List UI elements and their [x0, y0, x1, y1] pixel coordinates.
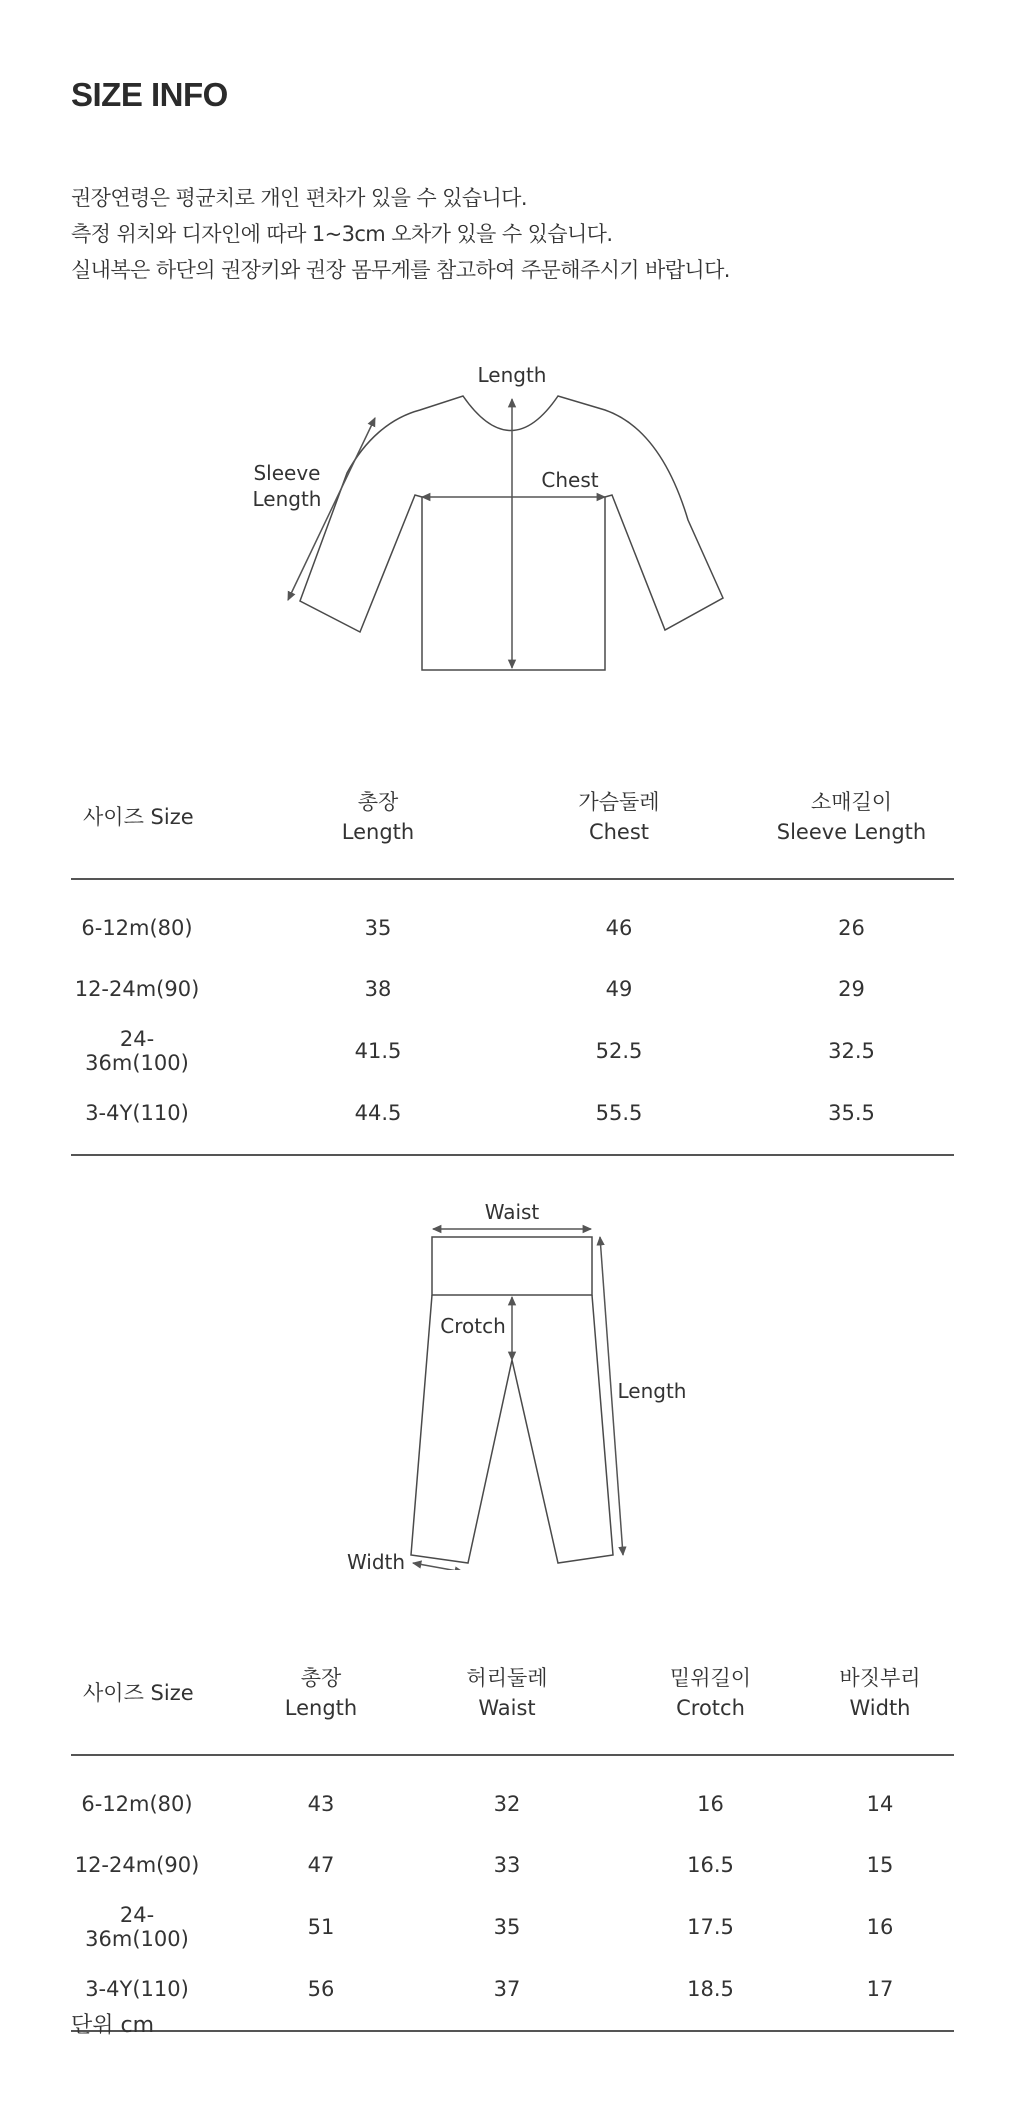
top-size-table: [71, 756, 954, 1156]
column-header: 가슴둘레 Chest: [578, 790, 660, 844]
note-line: 측정 위치와 디자인에 따라 1~3cm 오차가 있을 수 있습니다.: [71, 222, 613, 246]
note-line: 권장연령은 평균치로 개인 편차가 있을 수 있습니다.: [71, 186, 527, 210]
value-cell: 37: [493, 1977, 521, 2001]
notes: [71, 180, 730, 288]
page-title: SIZE INFO: [71, 76, 228, 113]
crotch-label: Crotch: [440, 1314, 506, 1338]
value-cell: 56: [307, 1977, 335, 2001]
table-header-row: [71, 1632, 954, 1755]
value-cell: 16.5: [687, 1853, 734, 1877]
sleeve-label-line1: Sleeve: [253, 461, 321, 485]
table-row: [71, 1958, 954, 2031]
pants-diagram: [0, 1190, 1024, 1570]
note-line: 실내복은 하단의 권장키와 권장 몸무게를 참고하여 주문해주시기 바랍니다.: [71, 258, 730, 282]
value-cell: 38: [364, 977, 392, 1001]
value-cell: 49: [605, 977, 633, 1001]
size-header: 사이즈 Size: [83, 1681, 194, 1705]
size-cell: 24-36m(100): [85, 1027, 189, 1075]
size-cell: 3-4Y(110): [85, 1101, 189, 1125]
value-cell: 18.5: [687, 1977, 734, 2001]
width-label: Width: [346, 1550, 406, 1570]
value-cell: 55.5: [595, 1101, 643, 1125]
table-row: [71, 1755, 954, 1834]
value-cell: 35.5: [828, 1101, 875, 1125]
size-cell: 6-12m(80): [81, 1792, 193, 1816]
size-cell: 3-4Y(110): [85, 1977, 189, 2001]
value-cell: 16: [866, 1915, 894, 1939]
column-header: 소매길이 Sleeve Length: [776, 790, 927, 844]
value-cell: 35: [493, 1915, 521, 1939]
size-cell: 24-36m(100): [85, 1903, 189, 1951]
length-label: Length: [477, 363, 547, 387]
size-cell: 12-24m(90): [74, 1853, 200, 1877]
table-row: [71, 1082, 954, 1155]
value-cell: 46: [605, 916, 633, 940]
value-cell: 14: [866, 1792, 894, 1816]
unit-label: 단위 cm: [71, 2013, 155, 2038]
value-cell: 44.5: [354, 1101, 402, 1125]
value-cell: 32.5: [828, 1039, 875, 1063]
value-cell: 41.5: [354, 1039, 402, 1063]
value-cell: 17: [866, 1977, 894, 2001]
column-header: 바짓부리 Width: [839, 1666, 921, 1720]
table-row: [71, 958, 954, 1020]
top-measure-lines: [288, 399, 605, 668]
table-row: [71, 879, 954, 958]
value-cell: 52.5: [595, 1039, 643, 1063]
value-cell: 33: [493, 1853, 521, 1877]
value-cell: 32: [493, 1792, 521, 1816]
value-cell: 51: [307, 1915, 335, 1939]
size-header: 사이즈 Size: [83, 805, 194, 829]
length-label: Length: [617, 1379, 687, 1403]
value-cell: 26: [838, 916, 865, 940]
column-header: 총장 Length: [341, 790, 415, 844]
value-cell: 35: [364, 916, 392, 940]
column-header: 총장 Length: [284, 1666, 358, 1720]
size-cell: 6-12m(80): [81, 916, 193, 940]
column-header: 허리둘레 Waist: [466, 1666, 548, 1720]
sleeve-label-line2: Length: [252, 487, 322, 511]
column-header: 밑위길이 Crotch: [669, 1666, 752, 1720]
value-cell: 29: [838, 977, 865, 1001]
value-cell: 43: [307, 1792, 335, 1816]
waist-label: Waist: [484, 1200, 540, 1224]
table-row: [71, 1834, 954, 1896]
table-header-row: [71, 756, 954, 879]
table-row: [71, 1896, 954, 1958]
chest-label: Chest: [541, 468, 599, 492]
top-diagram: [0, 340, 1024, 680]
value-cell: 16: [697, 1792, 724, 1816]
table-row: [71, 1020, 954, 1082]
pants-outline: [411, 1237, 613, 1563]
value-cell: 47: [307, 1853, 335, 1877]
value-cell: 15: [866, 1853, 894, 1877]
pants-size-table: [71, 1632, 954, 2032]
value-cell: 17.5: [687, 1915, 734, 1939]
size-cell: 12-24m(90): [74, 977, 200, 1001]
